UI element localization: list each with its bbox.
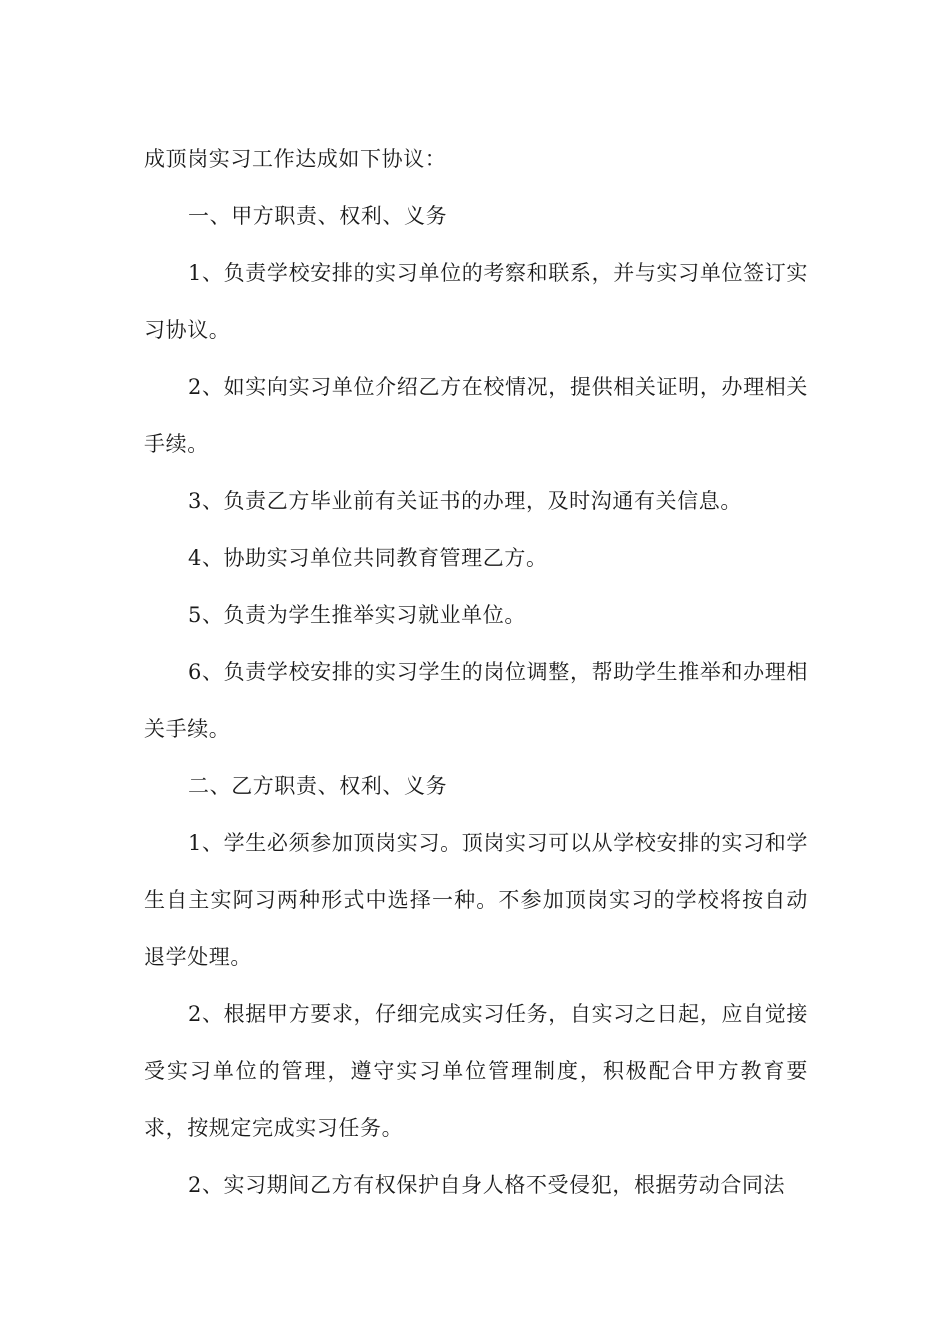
paragraph-b-1: 1、学生必须参加顶岗实习。顶岗实习可以从学校安排的实习和学生自主实阿习两种形式中选择一种。不参加顶岗实习的学校将按自动退学处理。 [144, 831, 808, 969]
paragraph-b-2: 2、根据甲方要求，仔细完成实习任务，自实习之日起，应自觉接受实习单位的管理，遵守实习单位管理制度，积极配合甲方教育要求，按规定完成实习任务。 [144, 1002, 808, 1140]
paragraph-a-3: 3、负责乙方毕业前有关证书的办理，及时沟通有关信息。 [188, 489, 742, 513]
paragraph-a-6: 6、负责学校安排的实习学生的岗位调整，帮助学生推举和办理相关手续。 [144, 660, 808, 741]
paragraph-a-5: 5、负责为学生推举实习就业单位。 [188, 603, 526, 627]
document-body [144, 131, 808, 1214]
paragraph-a-2: 2、如实向实习单位介绍乙方在校情况，提供相关证明，办理相关手续。 [144, 375, 808, 456]
paragraph-b-3: 2、实习期间乙方有权保护自身人格不受侵犯，根据劳动合同法 [188, 1173, 786, 1197]
section-heading-party-b: 二、乙方职责、权利、义务 [188, 774, 448, 798]
paragraph-a-1: 1、负责学校安排的实习单位的考察和联系，并与实习单位签订实习协议。 [144, 261, 808, 342]
paragraph-a-4: 4、协助实习单位共同教育管理乙方。 [188, 546, 548, 570]
paragraph-intro: 成顶岗实习工作达成如下协议： [144, 147, 447, 171]
section-heading-party-a: 一、甲方职责、权利、义务 [188, 204, 448, 228]
